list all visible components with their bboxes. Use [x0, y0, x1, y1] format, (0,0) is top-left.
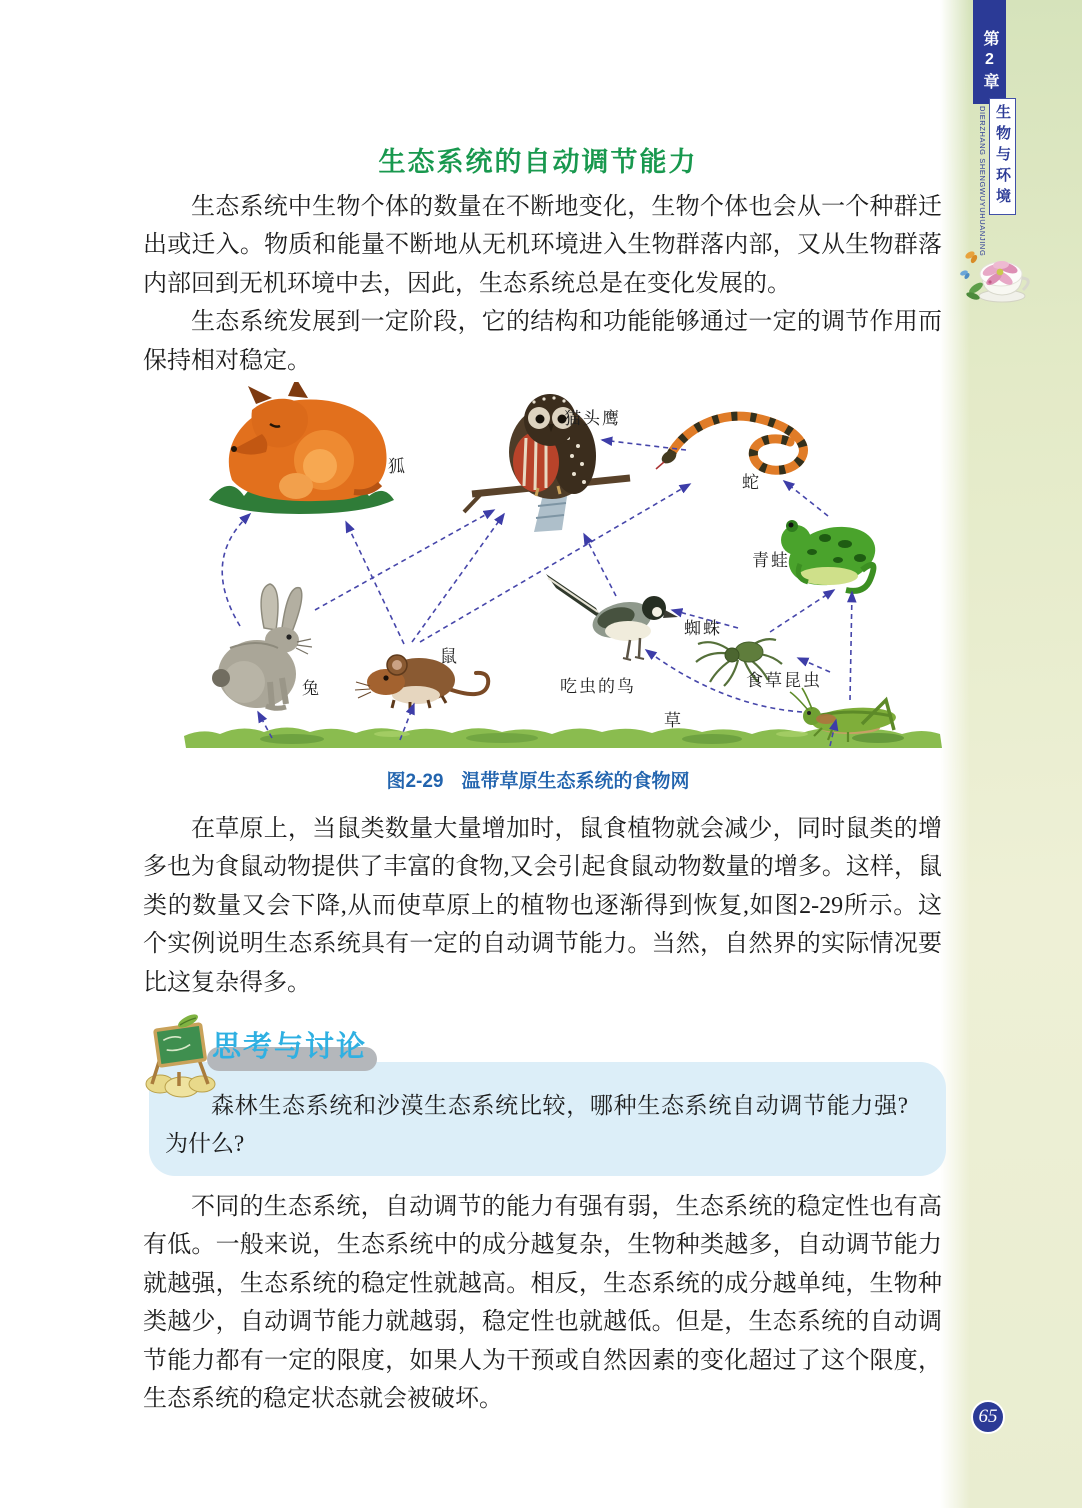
page-number-badge: 65 — [971, 1400, 1005, 1434]
food-web-arrow-mouse-to-fox — [346, 522, 404, 644]
snake-label: 蛇 — [742, 473, 761, 492]
food-web-figure — [172, 382, 952, 760]
chapter-title: 生物与环境 — [994, 104, 1011, 209]
chapter-title-box — [989, 98, 1016, 215]
food-web-arrow-frog-to-snake — [784, 481, 828, 516]
paragraph-4: 不同的生态系统，自动调节的能力有强有弱，生态系统的稳定性也有高有低。一般来说，生态系统中的成分越复杂，生物种类越多，自动调节能力就越强，生态系统的稳定性就越高。相反，生态系统的成分越单纯，生物种类越少，自动调节能力就越弱，稳定性也就越低。但是，生态系统的自动调节能力都有一定的限度，如果人为干预或自然因素的变化超过了这个限度，生态系统的稳定状态就会被破坏。 — [143, 1194, 942, 1413]
blue-butterfly-icon — [960, 269, 971, 279]
analysis-text-block — [143, 810, 942, 1002]
chapter-pinyin: DIERZHANG SHENGWUYUHUANJING — [978, 106, 987, 257]
figure-number: 图2-29 — [386, 771, 444, 792]
food-web-arrow-bird-to-owl — [584, 534, 616, 596]
sidebar-strip — [940, 0, 1082, 1508]
paragraph-2: 生态系统发展到一定阶段，它的结构和功能能够通过一定的调节作用而保持相对稳定。 — [143, 309, 942, 374]
discussion-heading: 思考与讨论 — [212, 1031, 368, 1063]
rabbit-label: 兔 — [302, 679, 321, 698]
mouse-illustration — [355, 655, 488, 710]
chapter-number: 第2章 — [981, 30, 998, 94]
grass-label: 草 — [664, 711, 683, 730]
conclusion-text-block — [143, 1188, 942, 1418]
paragraph-1: 生态系统中生物个体的数量在不断地变化，生物个体也会从一个种群迁出或迁入。物质和能量不断地从无机环境进入生物群落内部，又从生物群落内部回到无机环境中去，因此，生态系统总是在变化发展的。 — [143, 194, 942, 297]
figure-caption — [130, 766, 946, 793]
frog-illustration — [781, 518, 881, 594]
discussion-box — [149, 1062, 946, 1176]
food-web-arrow-grasshopper-to-frog — [850, 592, 852, 700]
fox-label: 狐 — [388, 457, 407, 476]
food-web-arrow-rabbit-to-fox — [222, 514, 250, 626]
teacup-flower-illustration — [960, 240, 1044, 306]
owl-label: 猫头鹰 — [564, 409, 621, 428]
chapter-number-tab — [973, 0, 1006, 104]
bird-label: 吃虫的鸟 — [560, 677, 636, 696]
paragraph-3: 在草原上，当鼠类数量大量增加时，鼠食植物就会减少，同时鼠类的增多也为食鼠动物提供了丰富的食物,又会引起食鼠动物数量的增多。这样，鼠类的数量又会下降,从而使草原上的植物也逐渐得到恢复,如图2-29所示。这个实例说明生态系统具有一定的自动调节能力。当然，自然界的实际情况要比这复杂得多。 — [143, 816, 942, 996]
discussion-question: 森林生态系统和沙漠生态系统比较，哪种生态系统自动调节能力强?为什么? — [165, 1093, 908, 1156]
snake-illustration — [656, 416, 803, 470]
easel-chalkboard-icon — [144, 1014, 220, 1098]
orange-butterfly-icon — [964, 250, 978, 264]
food-web-arrow-mouse-to-owl — [412, 514, 504, 642]
food-web-arrow-spider-to-frog — [770, 590, 834, 632]
grasshopper-label: 食草昆虫 — [746, 671, 822, 690]
fox-illustration — [209, 382, 394, 514]
page-title: 生态系统的自动调节能力 — [378, 147, 698, 177]
figure-caption-text: 温带草原生态系统的食物网 — [461, 771, 690, 792]
food-web-arrow-grasshopper-to-spider — [798, 658, 830, 672]
mouse-label: 鼠 — [440, 647, 459, 666]
rabbit-illustration — [212, 584, 312, 708]
food-web-arrow-rabbit-to-owl — [315, 510, 494, 610]
frog-label: 青蛙 — [752, 551, 790, 570]
intro-text-block — [143, 188, 942, 380]
spider-label: 蜘蛛 — [684, 619, 722, 638]
